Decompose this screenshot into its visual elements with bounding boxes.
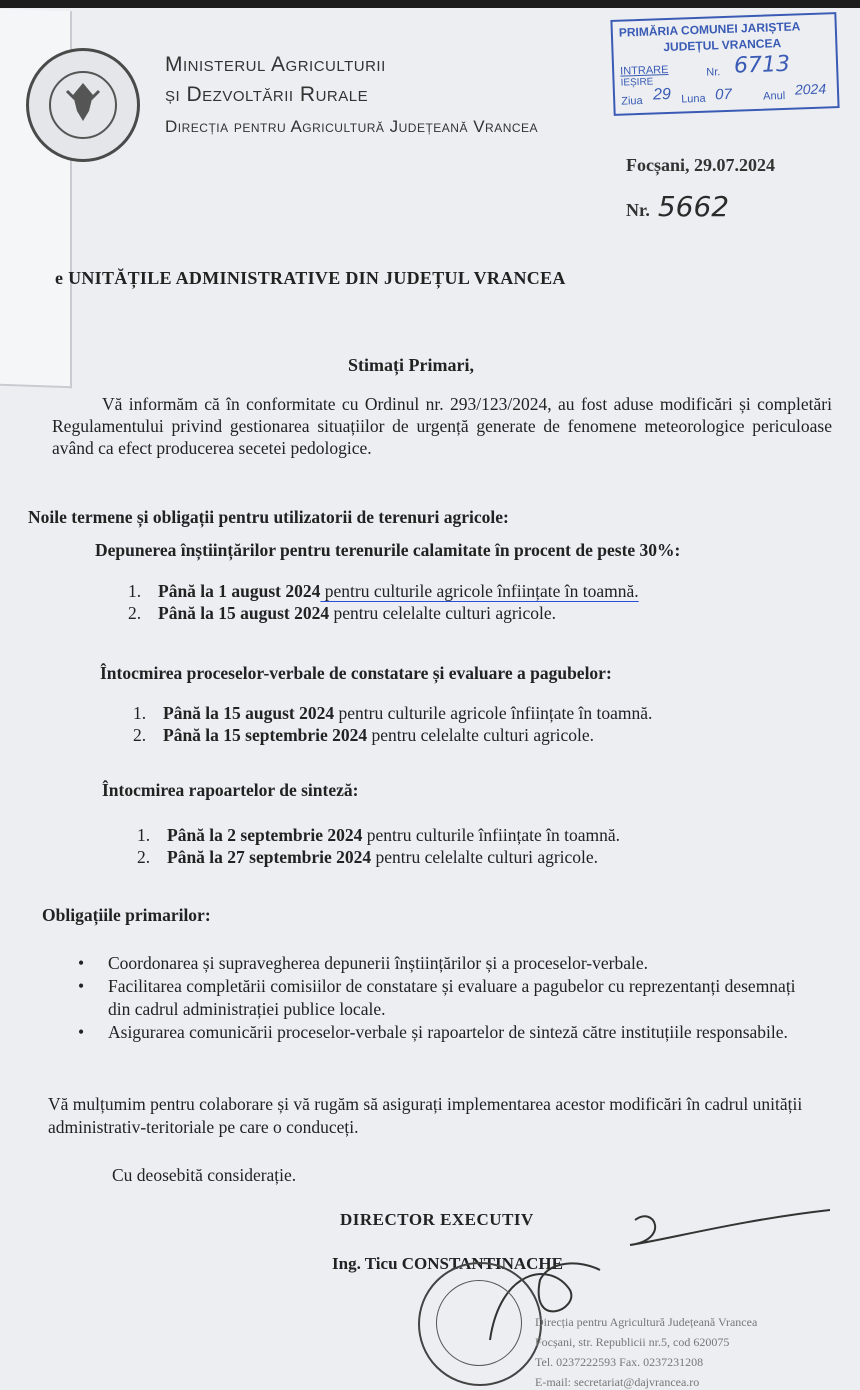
stamp-anul-value: 2024 [794, 80, 827, 98]
footer-line4: E-mail: secretariat@dajvrancea.ro [535, 1375, 700, 1389]
recipient-line: e UNITĂȚILE ADMINISTRATIVE DIN JUDEȚUL VRANCEA [55, 268, 566, 288]
closing-paragraph: Vă mulțumim pentru colaborare și vă rugăm să asigurați implementarea acestor modificări în cadrul unității administrativ-teritoriale pe care o conduceți. [48, 1094, 803, 1137]
stamp-anul-label: Anul [762, 89, 786, 103]
section-title: Noile termene și obligații pentru utilizatorii de terenuri agricole: [28, 507, 509, 527]
ministry-header [165, 50, 538, 142]
subsection1-list [128, 580, 639, 624]
top-dark-edge [0, 0, 860, 8]
list-item: 1. Până la 1 august 2024 pentru culturile agricole înființate în toamnă. [128, 581, 639, 601]
list-item: 2. Până la 27 septembrie 2024 pentru celelalte culturi agricole. [137, 847, 599, 867]
directorate-name: Direcția pentru Agricultură Județeană Vrancea [165, 117, 539, 136]
ministry-name-line2: și Dezvoltării Rurale [165, 83, 369, 106]
list-item: 2. Până la 15 august 2024 pentru celelalte culturi agricole. [128, 603, 557, 623]
stamp-nr-value: 6713 [733, 51, 791, 79]
stamp-luna-value: 07 [714, 85, 733, 104]
stamp-luna-label: Luna [681, 92, 706, 106]
obligations-title: Obligațiile primarilor: [42, 905, 211, 925]
government-seal-icon [26, 48, 140, 162]
list-item: • Asigurarea comunicării proceselor-verbale și rapoartelor de sinteză către instituțiile responsabile. [72, 1021, 812, 1044]
document-date: Focșani, 29.07.2024 [626, 155, 776, 175]
footer-contact [535, 1312, 757, 1390]
document-number-value: 5662 [657, 190, 730, 223]
registry-stamp [610, 12, 839, 116]
subsection2-title: Întocmirea proceselor-verbale de constatare și evaluare a pagubelor: [100, 663, 612, 683]
subsection3-list [137, 824, 620, 868]
list-item: 2. Până la 15 septembrie 2024 pentru celelalte culturi agricole. [133, 725, 595, 745]
underlined-text: pentru culturile agricole înființate în toamnă. [320, 581, 639, 601]
round-stamp-inner-ring [436, 1280, 522, 1366]
stamp-nr-label: Nr. [706, 66, 721, 79]
stamp-intrare: INTRARE [619, 63, 669, 78]
list-item: • Coordonarea și supravegherea depunerii înștiințărilor și a proceselor-verbale. [72, 952, 812, 975]
document-number-label: Nr. [626, 200, 650, 220]
seal-eagle-icon [29, 51, 137, 159]
subsection2-list [133, 702, 652, 746]
signer-name: Ing. Ticu CONSTANTINACHE [332, 1254, 563, 1273]
subsection3-title: Întocmirea rapoartelor de sinteză: [102, 780, 359, 800]
obligations-list [72, 952, 812, 1044]
document-number [626, 190, 729, 223]
footer-line1: Direcția pentru Agricultură Județeană Vrancea [535, 1315, 758, 1329]
ministry-name-line1: Ministerul Agriculturii [165, 53, 386, 76]
stamp-institution: PRIMĂRIA COMUNEI JARIȘTEA [618, 19, 801, 40]
list-item: • Facilitarea completării comisiilor de constatare și evaluare a pagubelor cu reprezentanți desemnați din cadrul administrației publice locale. [72, 975, 812, 1021]
round-institution-stamp-icon [418, 1262, 542, 1386]
salutation: Stimați Primari, [348, 355, 474, 375]
intro-paragraph: Vă informăm că în conformitate cu Ordinul nr. 293/123/2024, au fost aduse modificări și completări Regulamentului privind gestionarea situațiilor de urgență generate de fenomene meteorologice periculoase având ca efect producerea secetei pedologice. [52, 394, 832, 458]
regards: Cu deosebită considerație. [112, 1165, 297, 1185]
signer-title: DIRECTOR EXECUTIV [340, 1210, 534, 1229]
subsection1-title: Depunerea înștiințărilor pentru terenurile calamitate în procent de peste 30%: [95, 540, 681, 560]
footer-line2: Focșani, str. Republicii nr.5, cod 620075 [535, 1335, 730, 1349]
list-item: 1. Până la 2 septembrie 2024 pentru culturile înființate în toamnă. [137, 825, 620, 845]
stamp-iesire: IEȘIRE [620, 76, 654, 89]
stamp-county: JUDEȚUL VRANCEA [663, 36, 782, 55]
stamp-ziua-value: 29 [652, 85, 672, 104]
list-item: 1. Până la 15 august 2024 pentru culturile agricole înființate în toamnă. [133, 703, 653, 723]
footer-line3: Tel. 0237222593 Fax. 0237231208 [535, 1355, 704, 1369]
stamp-ziua-label: Ziua [621, 94, 643, 108]
